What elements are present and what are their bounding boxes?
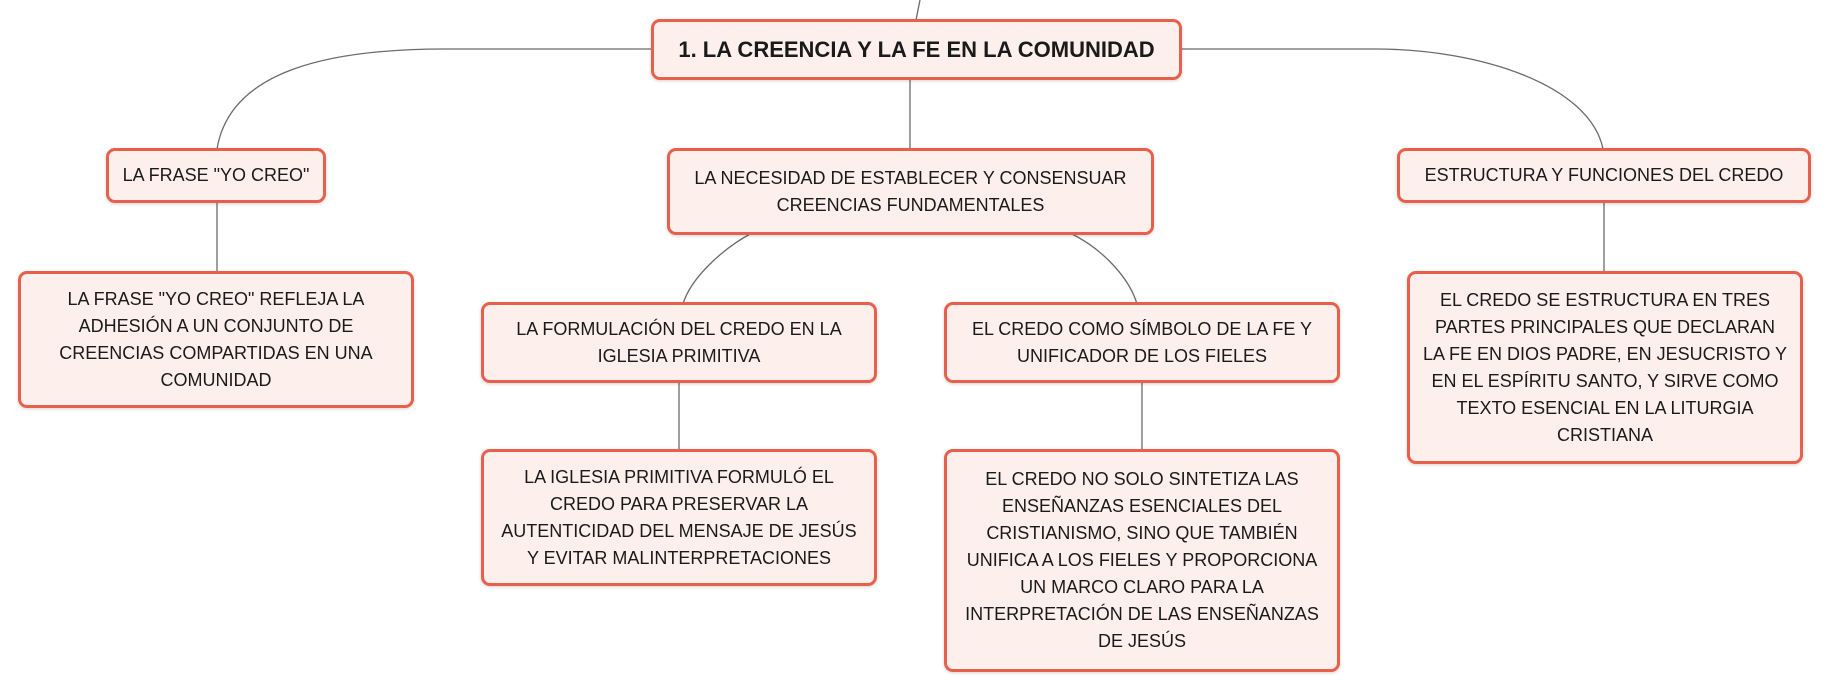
node-frase-yo-creo[interactable]: [106, 148, 326, 203]
node-label: ESTRUCTURA Y FUNCIONES DEL CREDO: [1424, 165, 1784, 185]
node-formulacion-credo-detail[interactable]: [481, 449, 877, 586]
node-label: LA NECESIDAD DE ESTABLECER Y CONSENSUAR CREENCIAS FUNDAMENTALES: [694, 167, 1127, 215]
node-credo-simbolo[interactable]: [944, 302, 1340, 383]
node-label: LA FRASE "YO CREO": [122, 165, 310, 185]
node-frase-yo-creo-detail[interactable]: [18, 271, 414, 408]
node-estructura-funciones[interactable]: [1397, 148, 1811, 203]
connector-top-stub: [916, 0, 920, 20]
node-formulacion-credo[interactable]: [481, 302, 877, 383]
node-label: LA FRASE "YO CREO" REFLEJA LA ADHESIÓN A UN CONJUNTO DE CREENCIAS COMPARTIDAS EN UNA COMUNIDAD: [59, 288, 373, 390]
node-label: EL CREDO SE ESTRUCTURA EN TRES PARTES PRINCIPALES QUE DECLARAN LA FE EN DIOS PADRE, EN JESUCRISTO Y EN EL ESPÍRITU SANTO, Y SIRVE COMO TEXTO ESENCIAL EN LA LITURGIA CRISTIANA: [1422, 289, 1788, 445]
connector-necesidad-to-formulacion: [683, 233, 752, 304]
root-node[interactable]: [651, 19, 1182, 80]
root-label: 1. LA CREENCIA Y LA FE EN LA COMUNIDAD: [678, 37, 1155, 62]
connector-necesidad-to-simbolo: [1070, 233, 1137, 304]
node-credo-simbolo-detail[interactable]: [944, 449, 1340, 672]
connector-root-to-estructura: [1180, 49, 1603, 149]
node-label: EL CREDO COMO SÍMBOLO DE LA FE Y UNIFICADOR DE LOS FIELES: [971, 318, 1313, 366]
node-necesidad-creencias[interactable]: [667, 148, 1154, 235]
connector-root-to-yo-creo: [217, 49, 652, 149]
node-label: EL CREDO NO SOLO SINTETIZA LAS ENSEÑANZAS ESENCIALES DEL CRISTIANISMO, SINO QUE TAMBIÉN UNIFICA A LOS FIELES Y PROPORCIONA UN MARCO CLARO PARA LA INTERPRETACIÓN DE LAS ENSEÑANZAS DE JESÚS: [965, 469, 1319, 651]
node-label: LA FORMULACIÓN DEL CREDO EN LA IGLESIA PRIMITIVA: [516, 318, 842, 366]
node-label: LA IGLESIA PRIMITIVA FORMULÓ EL CREDO PARA PRESERVAR LA AUTENTICIDAD DEL MENSAJE DE JESÚS Y EVITAR MALINTERPRETACIONES: [501, 466, 857, 568]
node-estructura-funciones-detail[interactable]: [1407, 271, 1803, 464]
